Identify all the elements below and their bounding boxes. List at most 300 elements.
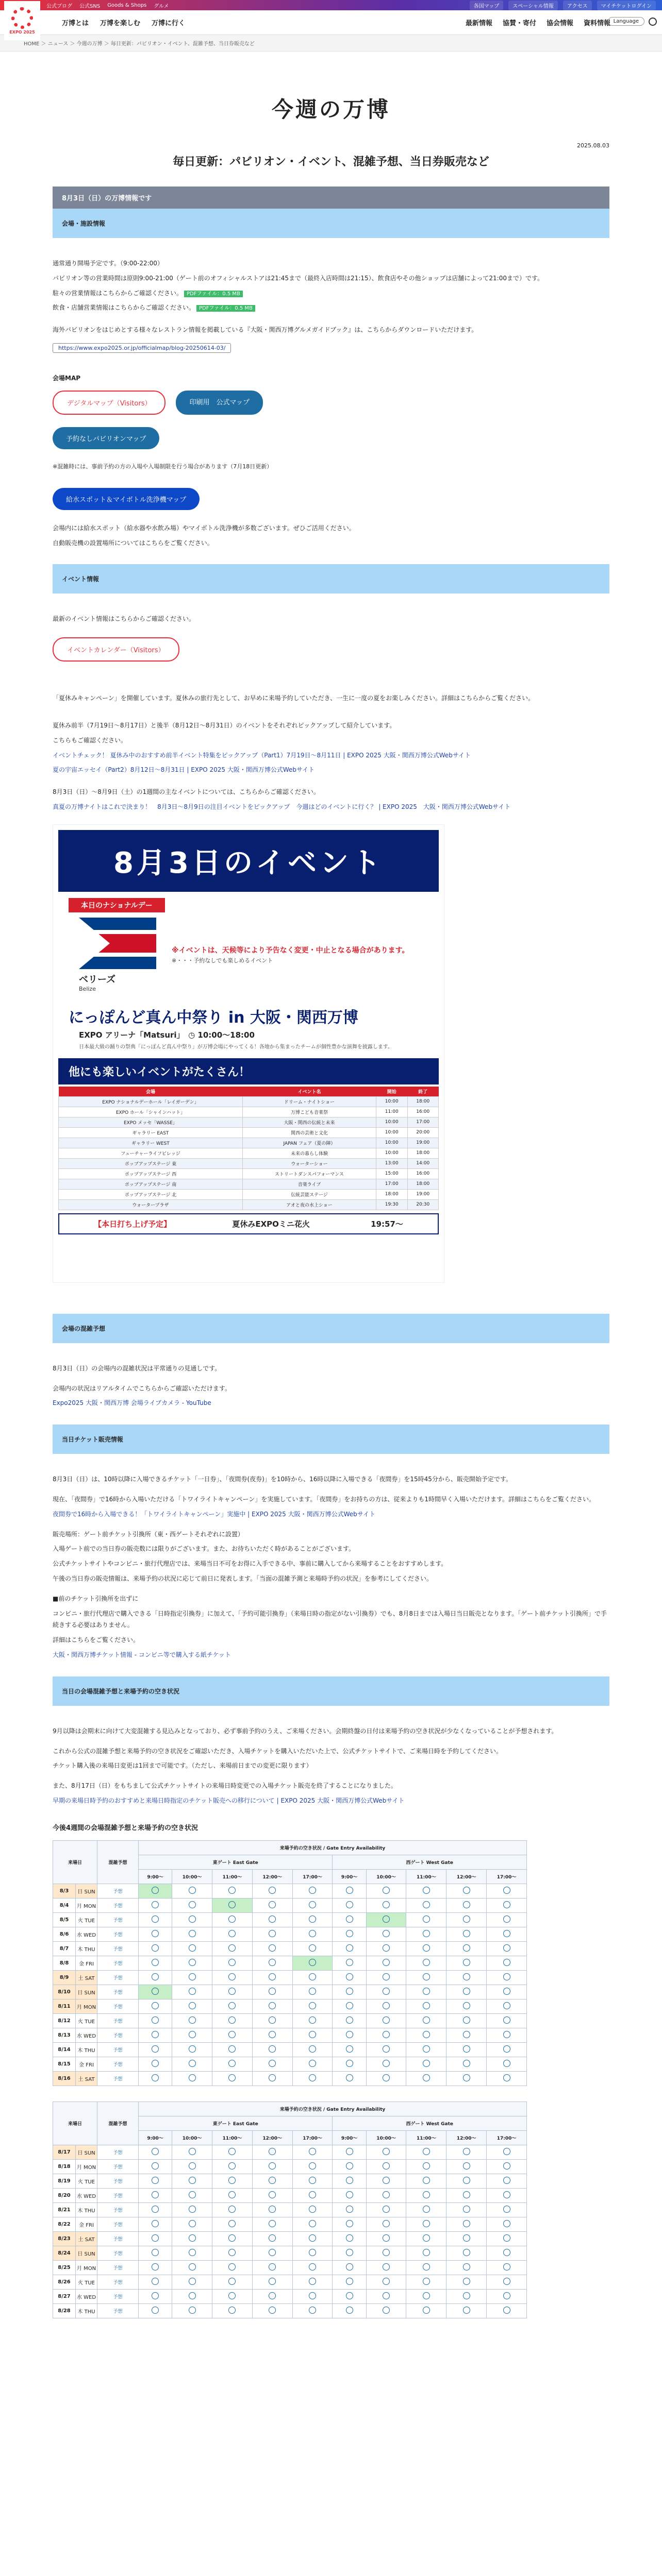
- slot-cell[interactable]: [139, 1884, 172, 1898]
- slot-cell[interactable]: [252, 1927, 292, 1941]
- slot-cell[interactable]: [212, 2057, 253, 2071]
- topbar-link-map[interactable]: 各国マップ: [470, 1, 504, 10]
- slot-cell[interactable]: [172, 1927, 212, 1941]
- slot-cell[interactable]: [292, 2275, 333, 2289]
- slot-cell[interactable]: [212, 2013, 253, 2028]
- slot-cell[interactable]: [292, 2231, 333, 2246]
- slot-cell[interactable]: [212, 2159, 253, 2174]
- slot-cell[interactable]: [139, 2231, 172, 2246]
- slot-cell[interactable]: [366, 1898, 406, 1912]
- slot-cell[interactable]: [446, 2057, 487, 2071]
- slot-cell[interactable]: [446, 2188, 487, 2202]
- slot-cell[interactable]: [487, 2013, 527, 2028]
- slot-cell[interactable]: [252, 2231, 292, 2246]
- slot-cell[interactable]: [212, 2028, 253, 2042]
- slot-cell[interactable]: [252, 2071, 292, 2086]
- slot-cell[interactable]: [252, 1985, 292, 1999]
- search-icon[interactable]: [649, 18, 657, 26]
- slot-cell[interactable]: [366, 2246, 406, 2260]
- slot-cell[interactable]: [487, 1912, 527, 1927]
- slot-cell[interactable]: [292, 2174, 333, 2188]
- slot-cell[interactable]: [366, 1941, 406, 1956]
- slot-cell[interactable]: [292, 2159, 333, 2174]
- slot-cell[interactable]: [446, 2071, 487, 2086]
- slot-cell[interactable]: [446, 2159, 487, 2174]
- slot-cell[interactable]: [252, 1956, 292, 1970]
- print-map-button[interactable]: 印刷用 公式マップ: [176, 391, 262, 415]
- slot-cell[interactable]: [487, 2260, 527, 2275]
- slot-cell[interactable]: [487, 2202, 527, 2217]
- slot-cell[interactable]: [172, 2042, 212, 2057]
- slot-cell[interactable]: [139, 1898, 172, 1912]
- slot-cell[interactable]: [487, 2289, 527, 2303]
- slot-cell[interactable]: [487, 2217, 527, 2231]
- slot-cell[interactable]: [366, 1985, 406, 1999]
- slot-cell[interactable]: [292, 1970, 333, 1985]
- slot-cell[interactable]: [172, 2217, 212, 2231]
- slot-cell[interactable]: [487, 2275, 527, 2289]
- slot-cell[interactable]: [252, 2202, 292, 2217]
- nav-news[interactable]: 最新情報: [465, 20, 492, 27]
- slot-cell[interactable]: [406, 1970, 446, 1985]
- slot-cell[interactable]: [252, 2028, 292, 2042]
- slot-cell[interactable]: [487, 2145, 527, 2159]
- slot-cell[interactable]: [252, 1970, 292, 1985]
- twilight-link[interactable]: 夜間券で16時から入場できる！「トワイライトキャンペーン」実施中 | EXPO 2025 大阪・関西万博公式Webサイト: [53, 1510, 375, 1518]
- slot-cell[interactable]: [366, 1884, 406, 1898]
- slot-cell[interactable]: [446, 2246, 487, 2260]
- slot-cell[interactable]: [212, 2303, 253, 2318]
- slot-cell[interactable]: [446, 1927, 487, 1941]
- slot-cell[interactable]: [487, 2303, 527, 2318]
- slot-cell[interactable]: [366, 2145, 406, 2159]
- slot-cell[interactable]: [406, 2231, 446, 2246]
- slot-cell[interactable]: [139, 2260, 172, 2275]
- event-cell: 万博こども音楽祭: [242, 1107, 376, 1117]
- slot-cell[interactable]: [212, 2071, 253, 2086]
- slot-cell[interactable]: [139, 2202, 172, 2217]
- nav-visit[interactable]: 万博に行く: [152, 20, 186, 27]
- slot-cell[interactable]: [292, 2071, 333, 2086]
- slot-cell[interactable]: [139, 2174, 172, 2188]
- slot-cell[interactable]: [406, 1927, 446, 1941]
- slot-cell[interactable]: [406, 1884, 446, 1898]
- slot-cell[interactable]: [406, 2202, 446, 2217]
- digital-map-button[interactable]: デジタルマップ（Visitors）: [53, 391, 166, 415]
- slot-cell[interactable]: [446, 2289, 487, 2303]
- slot-cell[interactable]: [366, 2071, 406, 2086]
- slot-cell[interactable]: [252, 1999, 292, 2013]
- slot-cell[interactable]: [212, 2042, 253, 2057]
- topbar-link-gourmet[interactable]: グルメ: [154, 3, 169, 9]
- topbar-link-sns[interactable]: 公式SNS: [79, 3, 101, 9]
- slot-cell[interactable]: [406, 1941, 446, 1956]
- available-circle-icon: [503, 2191, 510, 2198]
- slot-cell[interactable]: [139, 2071, 172, 2086]
- slot-cell[interactable]: [172, 2071, 212, 2086]
- slot-cell[interactable]: [406, 2013, 446, 2028]
- slot-cell[interactable]: [292, 1999, 333, 2013]
- slot-cell[interactable]: [446, 2174, 487, 2188]
- slot-cell[interactable]: [333, 2246, 366, 2260]
- slot-cell[interactable]: [172, 2188, 212, 2202]
- slot-cell[interactable]: [139, 2246, 172, 2260]
- slot-cell[interactable]: [172, 2145, 212, 2159]
- slot-cell[interactable]: [172, 2159, 212, 2174]
- slot-cell[interactable]: [366, 1912, 406, 1927]
- slot-cell[interactable]: [139, 1970, 172, 1985]
- slot-cell[interactable]: [252, 2217, 292, 2231]
- slot-cell[interactable]: [406, 1898, 446, 1912]
- topbar-link-special[interactable]: スペーシャル情報: [508, 1, 558, 10]
- slot-cell[interactable]: [139, 2188, 172, 2202]
- topbar-link-access[interactable]: アクセス: [563, 1, 592, 10]
- slot-cell[interactable]: [292, 2013, 333, 2028]
- slot-cell[interactable]: [172, 2260, 212, 2275]
- slot-cell[interactable]: [446, 2042, 487, 2057]
- expo-logo[interactable]: [4, 1, 40, 40]
- slot-cell[interactable]: [366, 2028, 406, 2042]
- slot-cell[interactable]: [487, 1941, 527, 1956]
- slot-cell[interactable]: [252, 2246, 292, 2260]
- no-reserve-map-button[interactable]: 予約なしパビリオンマップ: [53, 427, 159, 449]
- slot-cell[interactable]: [252, 2042, 292, 2057]
- slot-cell[interactable]: [212, 1985, 253, 1999]
- slot-cell[interactable]: [172, 2231, 212, 2246]
- slot-cell[interactable]: [292, 1985, 333, 1999]
- slot-cell[interactable]: [292, 2289, 333, 2303]
- slot-cell[interactable]: [139, 1985, 172, 1999]
- slot-cell[interactable]: [487, 2159, 527, 2174]
- slot-cell[interactable]: [333, 1941, 366, 1956]
- slot-cell[interactable]: [292, 2057, 333, 2071]
- slot-cell[interactable]: [333, 1956, 366, 1970]
- slot-cell[interactable]: [212, 2145, 253, 2159]
- slot-cell[interactable]: [406, 2289, 446, 2303]
- slot-cell[interactable]: [292, 2028, 333, 2042]
- slot-cell[interactable]: [292, 2202, 333, 2217]
- slot-cell[interactable]: [172, 1999, 212, 2013]
- slot-cell[interactable]: [172, 2057, 212, 2071]
- slot-cell[interactable]: [446, 2028, 487, 2042]
- early-reserve-link[interactable]: 早期の来場日時予約のおすすめと来場日時指定のチケット販売への移行について | EXPO 2025 大阪・関西万博公式Webサイト: [53, 1797, 405, 1804]
- slot-cell[interactable]: [333, 2289, 366, 2303]
- slot-cell[interactable]: [487, 1999, 527, 2013]
- slot-cell[interactable]: [446, 1898, 487, 1912]
- slot-cell[interactable]: [446, 1970, 487, 1985]
- slot-cell[interactable]: [139, 1999, 172, 2013]
- slot-cell[interactable]: [446, 1941, 487, 1956]
- slot-cell[interactable]: [172, 1898, 212, 1912]
- slot-cell[interactable]: [212, 1927, 253, 1941]
- slot-cell[interactable]: [366, 2217, 406, 2231]
- slot-cell[interactable]: [487, 2042, 527, 2057]
- slot-cell[interactable]: [366, 2013, 406, 2028]
- slot-cell[interactable]: [292, 1884, 333, 1898]
- slot-cell[interactable]: [366, 2174, 406, 2188]
- slot-cell[interactable]: [212, 2260, 253, 2275]
- slot-cell[interactable]: [333, 2188, 366, 2202]
- pdf-link-2[interactable]: PDFファイル：0.5 MB: [196, 305, 255, 312]
- slot-cell[interactable]: [446, 2275, 487, 2289]
- slot-cell[interactable]: [172, 2028, 212, 2042]
- slot-cell[interactable]: [366, 2188, 406, 2202]
- slot-cell[interactable]: [446, 2260, 487, 2275]
- slot-cell[interactable]: [446, 1985, 487, 1999]
- slot-cell[interactable]: [139, 2275, 172, 2289]
- slot-cell[interactable]: [172, 2246, 212, 2260]
- slot-cell[interactable]: [139, 1927, 172, 1941]
- slot-cell[interactable]: [212, 1970, 253, 1985]
- slot-cell[interactable]: [487, 2028, 527, 2042]
- slot-cell[interactable]: [487, 1927, 527, 1941]
- water-spot-map-button[interactable]: 給水スポット＆マイボトル洗浄機マップ: [53, 488, 200, 510]
- slot-cell[interactable]: [292, 1927, 333, 1941]
- slot-cell[interactable]: [406, 2246, 446, 2260]
- paper-ticket-link[interactable]: 大阪・関西万博チケット情報 - コンビニ等で購入する紙チケット: [53, 1651, 231, 1658]
- slot-cell[interactable]: [292, 1941, 333, 1956]
- slot-cell[interactable]: [139, 1956, 172, 1970]
- slot-cell[interactable]: [212, 2202, 253, 2217]
- slot-cell[interactable]: [446, 2303, 487, 2318]
- slot-cell[interactable]: [292, 1898, 333, 1912]
- slot-cell[interactable]: [406, 1956, 446, 1970]
- slot-cell[interactable]: [366, 1927, 406, 1941]
- slot-cell[interactable]: [487, 1985, 527, 1999]
- available-circle-icon: [189, 2292, 196, 2299]
- slot-cell[interactable]: [212, 2217, 253, 2231]
- slot-cell[interactable]: [366, 2159, 406, 2174]
- slot-cell[interactable]: [333, 1970, 366, 1985]
- slot-cell[interactable]: [172, 2202, 212, 2217]
- slot-cell[interactable]: [333, 2028, 366, 2042]
- slot-cell[interactable]: [487, 2231, 527, 2246]
- slot-cell[interactable]: [446, 2202, 487, 2217]
- event-cell: JAPAN フェア（夏の陣）: [242, 1138, 376, 1148]
- slot-cell[interactable]: [172, 1985, 212, 1999]
- nav-sponsor[interactable]: 協賛・寄付: [502, 20, 536, 27]
- section-venue: 会場・施設情報: [53, 209, 609, 238]
- slot-cell[interactable]: [446, 1999, 487, 2013]
- slot-cell[interactable]: [139, 2057, 172, 2071]
- gourmet-guide-url[interactable]: https://www.expo2025.or.jp/officialmap/blog-20250614-03/: [53, 343, 231, 353]
- topbar-link-blog[interactable]: 公式ブログ: [46, 3, 72, 9]
- slot-cell[interactable]: [212, 1941, 253, 1956]
- slot-cell[interactable]: [406, 2071, 446, 2086]
- slot-cell[interactable]: [366, 2057, 406, 2071]
- slot-cell[interactable]: [333, 1985, 366, 1999]
- slot-cell[interactable]: [292, 2303, 333, 2318]
- slot-cell[interactable]: [139, 2303, 172, 2318]
- slot-cell[interactable]: [252, 2013, 292, 2028]
- nav-assoc[interactable]: 協会情報: [546, 20, 573, 27]
- slot-cell[interactable]: [333, 2145, 366, 2159]
- slot-cell[interactable]: [172, 1884, 212, 1898]
- slot-cell[interactable]: [172, 1941, 212, 1956]
- slot-cell[interactable]: [252, 2188, 292, 2202]
- slot-cell[interactable]: [172, 1912, 212, 1927]
- slot-cell[interactable]: [406, 2303, 446, 2318]
- slot-cell[interactable]: [252, 2303, 292, 2318]
- slot-cell[interactable]: [252, 2289, 292, 2303]
- slot-cell[interactable]: [446, 1956, 487, 1970]
- slot-cell[interactable]: [172, 2303, 212, 2318]
- slot-cell[interactable]: [366, 2231, 406, 2246]
- slot-cell[interactable]: [487, 2246, 527, 2260]
- slot-cell[interactable]: [139, 2159, 172, 2174]
- slot-cell[interactable]: [212, 2188, 253, 2202]
- language-button[interactable]: Language: [608, 17, 644, 26]
- slot-cell[interactable]: [366, 1970, 406, 1985]
- slot-cell[interactable]: [333, 2174, 366, 2188]
- slot-cell[interactable]: [366, 2275, 406, 2289]
- venue-info-2: 飲食・店舗営業情報はこちらからご確認ください。 PDFファイル：0.5 MB: [53, 302, 609, 314]
- slot-cell[interactable]: [172, 2174, 212, 2188]
- slot-cell[interactable]: [292, 2260, 333, 2275]
- slot-cell[interactable]: [139, 2042, 172, 2057]
- slot-cell[interactable]: [446, 2217, 487, 2231]
- slot-cell[interactable]: [292, 2145, 333, 2159]
- slot-cell[interactable]: [333, 2217, 366, 2231]
- event-link-1[interactable]: イベントチェック！ 夏休み中のおすすめ前半イベント特集をピックアップ（Part1）7月19日〜8月11日 | EXPO 2025 大阪・関西万博公式Webサイト: [53, 751, 471, 759]
- slot-cell[interactable]: [139, 2028, 172, 2042]
- slot-cell[interactable]: [252, 2260, 292, 2275]
- slot-cell[interactable]: [212, 1999, 253, 2013]
- slot-cell[interactable]: [333, 1912, 366, 1927]
- slot-cell[interactable]: [366, 2042, 406, 2057]
- slot-cell[interactable]: [252, 2057, 292, 2071]
- slot-cell[interactable]: [333, 2275, 366, 2289]
- slot-cell[interactable]: [292, 1956, 333, 1970]
- topbar-link-myticket[interactable]: マイチケットログイン: [597, 1, 656, 10]
- slot-cell[interactable]: [366, 2303, 406, 2318]
- slot-cell[interactable]: [446, 2231, 487, 2246]
- slot-cell[interactable]: [406, 2174, 446, 2188]
- slot-cell[interactable]: [212, 2174, 253, 2188]
- slot-cell[interactable]: [252, 2159, 292, 2174]
- slot-cell[interactable]: [333, 1999, 366, 2013]
- pdf-link-1[interactable]: PDFファイル：0.5 MB: [184, 291, 243, 297]
- slot-cell[interactable]: [406, 2188, 446, 2202]
- slot-cell[interactable]: [292, 2246, 333, 2260]
- slot-cell[interactable]: [292, 1912, 333, 1927]
- slot-cell[interactable]: [292, 2188, 333, 2202]
- slot-cell[interactable]: [406, 1985, 446, 1999]
- slot-cell[interactable]: [366, 1999, 406, 2013]
- slot-cell[interactable]: [212, 1898, 253, 1912]
- slot-cell[interactable]: [212, 2289, 253, 2303]
- slot-cell[interactable]: [446, 2013, 487, 2028]
- slot-cell[interactable]: [366, 2260, 406, 2275]
- slot-cell[interactable]: [333, 2260, 366, 2275]
- slot-cell[interactable]: [292, 2042, 333, 2057]
- slot-cell[interactable]: [406, 2057, 446, 2071]
- slot-cell[interactable]: [406, 2159, 446, 2174]
- topbar-link-goods[interactable]: Goods & Shops: [107, 2, 147, 8]
- slot-cell[interactable]: [252, 1884, 292, 1898]
- slot-cell[interactable]: [406, 2028, 446, 2042]
- slot-cell[interactable]: [446, 1884, 487, 1898]
- slot-cell[interactable]: [366, 1956, 406, 1970]
- slot-cell[interactable]: [333, 2159, 366, 2174]
- slot-cell[interactable]: [406, 2145, 446, 2159]
- slot-cell[interactable]: [333, 2042, 366, 2057]
- slot-cell[interactable]: [406, 2042, 446, 2057]
- slot-cell[interactable]: [487, 1956, 527, 1970]
- slot-cell[interactable]: [212, 2275, 253, 2289]
- slot-cell[interactable]: [487, 2057, 527, 2071]
- slot-cell[interactable]: [333, 2057, 366, 2071]
- event-link-3[interactable]: 真夏の万博ナイトはこれで決まり！ 8月3日〜8月9日の注目イベントをピックアップ 今週はどのイベントに行く？ | EXPO 2025 大阪・関西万博公式Webサイト: [53, 803, 511, 811]
- slot-cell[interactable]: [333, 1884, 366, 1898]
- slot-cell[interactable]: [406, 2217, 446, 2231]
- slot-cell[interactable]: [487, 1970, 527, 1985]
- slot-cell[interactable]: [333, 2303, 366, 2318]
- slot-cell[interactable]: [139, 2289, 172, 2303]
- slot-cell[interactable]: [212, 1912, 253, 1927]
- nav-about[interactable]: 万博とは: [62, 20, 89, 27]
- slot-cell[interactable]: [487, 2188, 527, 2202]
- slot-cell[interactable]: [252, 2145, 292, 2159]
- slot-cell[interactable]: [333, 2202, 366, 2217]
- slot-cell[interactable]: [172, 1970, 212, 1985]
- slot-cell[interactable]: [487, 1884, 527, 1898]
- slot-cell[interactable]: [366, 2202, 406, 2217]
- slot-cell[interactable]: [487, 2071, 527, 2086]
- slot-cell[interactable]: [252, 2174, 292, 2188]
- slot-cell[interactable]: [139, 1941, 172, 1956]
- slot-cell[interactable]: [252, 2275, 292, 2289]
- slot-cell[interactable]: [212, 2246, 253, 2260]
- slot-cell[interactable]: [333, 1927, 366, 1941]
- event-calendar-button[interactable]: イベントカレンダー（Visitors）: [53, 637, 179, 662]
- slot-cell[interactable]: [406, 2275, 446, 2289]
- nav-docs[interactable]: 資料情報: [583, 20, 610, 27]
- slot-cell[interactable]: [212, 1956, 253, 1970]
- slot-cell[interactable]: [487, 2174, 527, 2188]
- slot-cell[interactable]: [212, 1884, 253, 1898]
- slot-cell[interactable]: [139, 1912, 172, 1927]
- slot-cell[interactable]: [172, 2289, 212, 2303]
- slot-cell[interactable]: [487, 1898, 527, 1912]
- slot-cell[interactable]: [446, 2145, 487, 2159]
- event-link-2[interactable]: 夏の宇宙エッセイ（Part2）8月12日〜8月31日 | EXPO 2025 大阪・関西万博公式Webサイト: [53, 766, 315, 774]
- slot-cell[interactable]: [406, 2260, 446, 2275]
- live-camera-link[interactable]: Expo2025 大阪・関西万博 会場ライブカメラ - YouTube: [53, 1399, 211, 1407]
- slot-cell[interactable]: [292, 2217, 333, 2231]
- slot-cell[interactable]: [366, 2289, 406, 2303]
- slot-cell[interactable]: [446, 1912, 487, 1927]
- slot-cell[interactable]: [333, 2071, 366, 2086]
- slot-cell[interactable]: [172, 2275, 212, 2289]
- slot-cell[interactable]: [406, 1912, 446, 1927]
- slot-cell[interactable]: [252, 1941, 292, 1956]
- slot-cell[interactable]: [172, 2013, 212, 2028]
- slot-cell[interactable]: [252, 1898, 292, 1912]
- slot-cell[interactable]: [139, 2217, 172, 2231]
- slot-cell[interactable]: [333, 2013, 366, 2028]
- slot-cell[interactable]: [252, 1912, 292, 1927]
- slot-cell[interactable]: [172, 1956, 212, 1970]
- slot-cell[interactable]: [212, 2231, 253, 2246]
- slot-cell[interactable]: [333, 1898, 366, 1912]
- available-circle-icon: [503, 1930, 510, 1937]
- slot-cell[interactable]: [139, 2013, 172, 2028]
- slot-cell[interactable]: [333, 2231, 366, 2246]
- slot-cell[interactable]: [406, 1999, 446, 2013]
- nav-enjoy[interactable]: 万博を楽しむ: [100, 20, 141, 27]
- slot-cell[interactable]: [139, 2145, 172, 2159]
